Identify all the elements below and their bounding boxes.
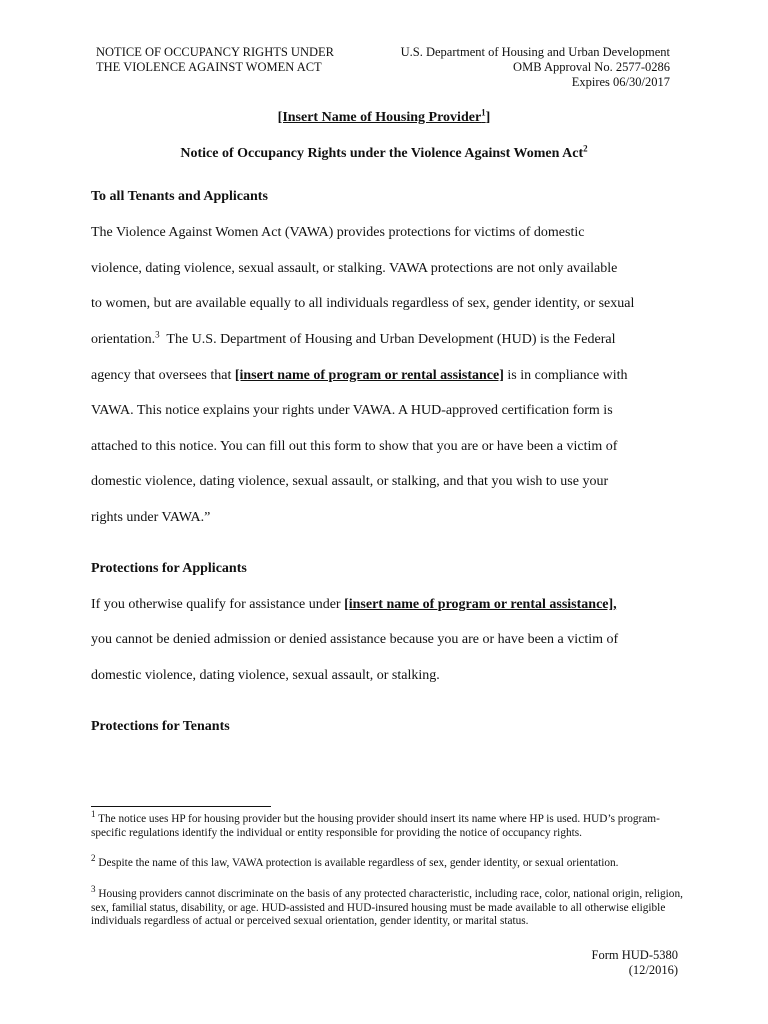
paragraph-line [91,368,628,384]
form-number: Form HUD-5380 [591,948,678,962]
paragraph-line: domestic violence, dating violence, sexual assault, or stalking, and that you wish to use your [91,474,609,489]
heading-protections-tenants: Protections for Tenants [91,719,230,734]
program-placeholder: [insert name of program or rental assistance], [344,597,617,612]
footnote-3-number: 3 [91,884,96,895]
document-title [0,107,768,126]
paragraph-line: to women, but are available equally to all individuals regardless of sex, gender identity, or sexual [91,296,635,311]
header-right [401,45,670,90]
header-agency: U.S. Department of Housing and Urban Development [400,45,670,59]
form-number-block [592,948,678,978]
title-footnote-ref: 1 [481,107,486,118]
footnote-divider [91,806,271,807]
line-text: orientation. [91,332,156,347]
paragraph-line: you cannot be denied admission or denied assistance because you are or have been a victim of [91,632,619,647]
footnote-2-number: 2 [91,853,96,864]
header-expiration: Expires 06/30/2017 [571,75,670,89]
header-left-line-1: NOTICE OF OCCUPANCY RIGHTS UNDER [96,45,334,59]
footnote-ref-3: 3 [155,329,160,340]
subtitle-text: Notice of Occupancy Rights under the Violence Against Women Act [180,146,584,161]
form-revision-date: (12/2016) [628,963,678,977]
footnote-2-text: Despite the name of this law, VAWA protection is available regardless of sex, gender identity, or sexual orientation. [95,857,619,869]
footnote-1 [91,809,691,840]
paragraph-line: attached to this notice. You can fill out this form to show that you are or have been a victim of [91,439,618,454]
line-text: is in compliance with [503,368,628,383]
paragraph-line: VAWA. This notice explains your rights under VAWA. A HUD-approved certification form is [91,403,613,418]
document-subtitle [0,143,768,162]
footnote-1-text: The notice uses HP for housing provider but the housing provider should insert its name where HP is used. HUD’s program-specific regulations identify the individual or entity responsible for providing the notice of occupancy rights. [91,813,660,839]
heading-tenants-applicants: To all Tenants and Applicants [91,189,268,204]
footnote-3 [91,884,691,929]
paragraph-line [91,329,616,348]
title-close: ] [485,110,491,125]
header-omb-approval: OMB Approval No. 2577-0286 [513,60,670,74]
line-text: The U.S. Department of Housing and Urban Development (HUD) is the Federal [159,332,616,347]
line-text: If you otherwise qualify for assistance under [91,597,345,612]
paragraph-line: domestic violence, dating violence, sexual assault, or stalking. [91,668,440,683]
paragraph-line: The Violence Against Women Act (VAWA) provides protections for victims of domestic [91,225,585,240]
header-left-line-2: THE VIOLENCE AGAINST WOMEN ACT [96,60,322,74]
title-text: [Insert Name of Housing Provider [277,110,482,125]
footnote-2 [91,853,691,871]
header-left [96,45,334,75]
heading-protections-applicants: Protections for Applicants [91,561,247,576]
paragraph-line: violence, dating violence, sexual assault, or stalking. VAWA protections are not only available [91,261,618,276]
subtitle-footnote-ref: 2 [583,143,588,154]
paragraph-line [91,597,617,613]
line-text: agency that oversees that [91,368,235,383]
paragraph-line: rights under VAWA.” [91,510,211,525]
footnote-3-text: Housing providers cannot discriminate on the basis of any protected characteristic, including race, color, national origin, religion, sex, familial status, disability, or age. HUD-assisted and HUD-insured housing must be made available to all otherwise eligible individuals regardless of actual or perceived sexual orientation, gender identity, or marital status. [91,888,683,928]
footnote-1-number: 1 [91,809,96,820]
program-placeholder: [insert name of program or rental assistance] [234,368,504,383]
